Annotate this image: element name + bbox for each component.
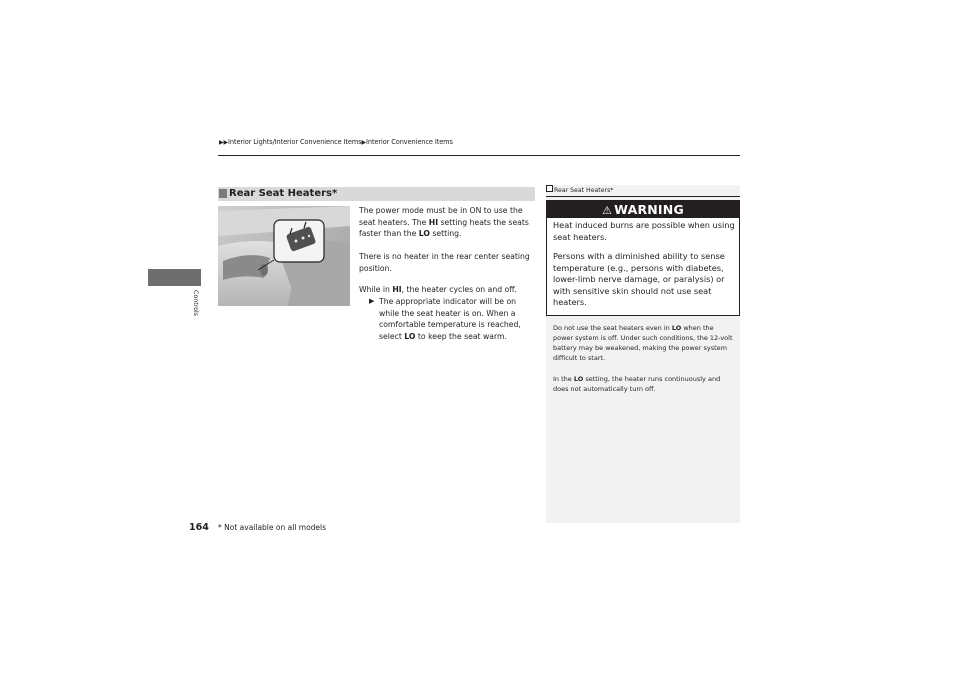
lo-label: LO: [671, 324, 682, 332]
text-span: setting, the heater runs continuously and does not automatically turn off.: [553, 375, 721, 393]
warning-title: [547, 201, 739, 218]
text-span: , the heater cycles on and off.: [401, 285, 517, 294]
text-span: setting heats the seats faster than the: [359, 217, 529, 238]
center-seat-paragraph: There is no heater in the rear center seating position.: [359, 252, 530, 273]
warning-paragraph: Heat induced burns are possible when using seat heaters.: [553, 220, 735, 242]
note-paragraph: [553, 323, 735, 363]
text-span: Do not use the seat heaters even in: [553, 324, 672, 332]
lo-label: LO: [418, 229, 430, 238]
text-span: In the: [553, 375, 574, 383]
section-header: [218, 187, 535, 201]
warning-paragraph: Persons with a diminished ability to sense temperature (e.g., persons with diabetes, lower-limb nerve damage, or paralysis) or with sensitive skin should not use seat heaters.: [553, 251, 725, 307]
text-span: While in: [359, 285, 393, 294]
text-span: The appropriate indicator will be on while the seat heater is on. When a comfortable temperature is reached, select: [379, 297, 521, 341]
warning-title-text: WARNING: [614, 202, 684, 217]
triangle-bullet-icon: ▶: [369, 297, 375, 305]
lo-label: LO: [573, 375, 584, 383]
lo-label: LO: [404, 331, 416, 341]
door-panel-photo: [218, 206, 350, 306]
reference-icon: [546, 185, 553, 192]
chapter-tab: [148, 269, 201, 286]
section-square-icon: [219, 189, 227, 198]
indicator-text: [379, 296, 531, 342]
cycle-paragraph: [359, 284, 531, 296]
text-span: setting.: [429, 229, 462, 238]
arrow-icon: ▶▶: [219, 139, 229, 146]
note-reference: [546, 185, 613, 194]
text-span: The power mode must be in ON to use the seat heaters. The: [359, 206, 523, 227]
breadcrumb-item[interactable]: Interior Convenience Items: [366, 138, 453, 146]
breadcrumb: [219, 138, 453, 146]
chapter-label: Controls: [192, 290, 199, 317]
note-rule: [546, 196, 740, 197]
warning-triangle-icon: ⚠: [602, 204, 613, 217]
text-span: to keep the seat warm.: [415, 331, 507, 341]
footnote: * Not available on all models: [218, 523, 327, 532]
note-reference-label[interactable]: Rear Seat Heaters*: [554, 187, 614, 194]
hi-label: HI: [392, 285, 402, 294]
header-rule: [218, 155, 740, 156]
arrow-icon: ▶: [361, 139, 367, 146]
section-title: Rear Seat Heaters*: [229, 188, 338, 199]
breadcrumb-item[interactable]: Interior Lights/Interior Convenience Items: [228, 138, 362, 146]
page-number: 164: [189, 522, 209, 533]
hi-label: HI: [428, 217, 439, 227]
text-span: when the power system is off. Under such conditions, the 12-volt battery may be weakened, making the power system difficult to start.: [553, 324, 733, 362]
intro-paragraph: [359, 205, 531, 240]
note-paragraph: [553, 374, 735, 394]
